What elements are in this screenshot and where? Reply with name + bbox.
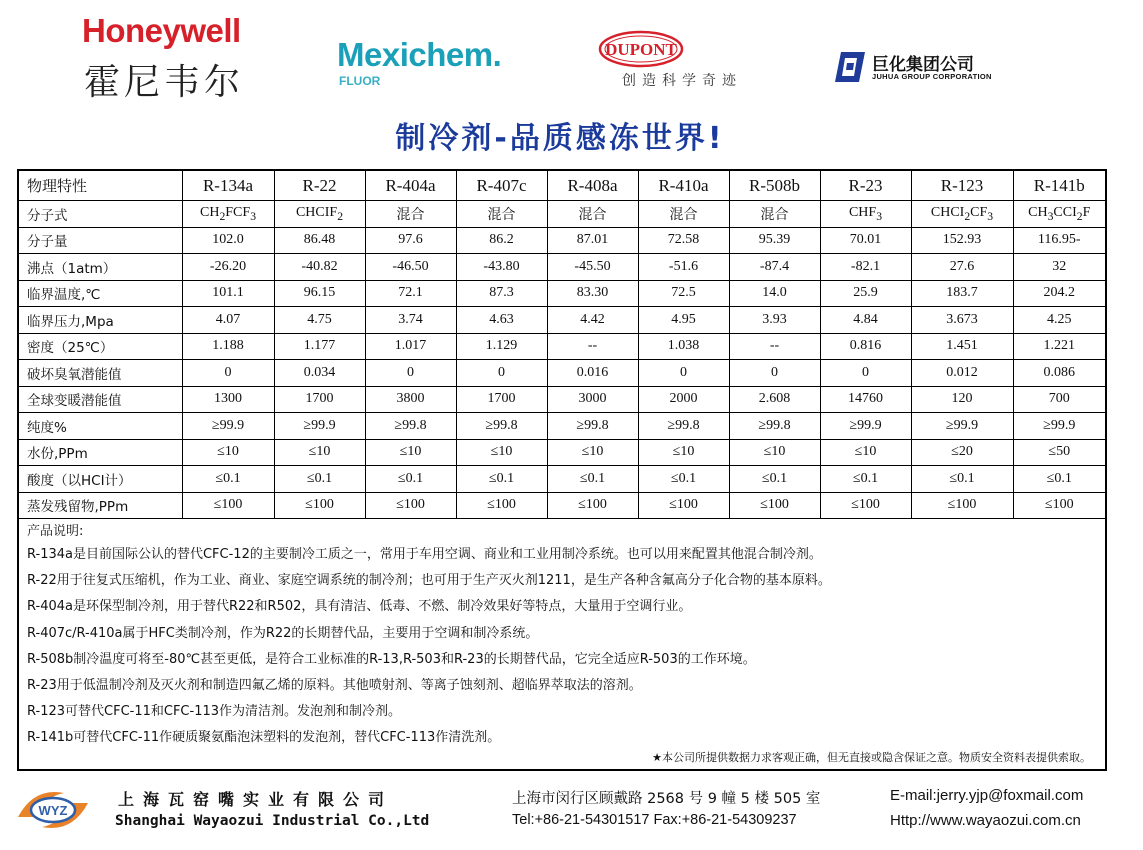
column-header: R-508b <box>729 171 820 201</box>
page-title: 制冷剂-品质感冻世界! <box>395 121 725 156</box>
table-cell: -43.80 <box>456 254 547 281</box>
table-cell: -46.50 <box>365 254 456 281</box>
table-cell: ≤100 <box>365 492 456 519</box>
table-cell: ≥99.8 <box>365 413 456 440</box>
table-cell: 1.451 <box>911 333 1013 360</box>
property-label: 水份,PPm <box>19 439 182 466</box>
table-cell: ≤10 <box>820 439 911 466</box>
table-cell: 0.016 <box>547 360 638 387</box>
table-cell: 2000 <box>638 386 729 413</box>
column-header: R-23 <box>820 171 911 201</box>
table-cell: ≤100 <box>820 492 911 519</box>
table-cell: $CHF_3$ <box>820 201 911 228</box>
table-cell: ≤0.1 <box>365 466 456 493</box>
juhua-chinese-name: 巨化集团公司 <box>872 55 974 75</box>
table-cell: ≤10 <box>274 439 365 466</box>
table-cell: ≤10 <box>365 439 456 466</box>
wyz-logo-text: WYZ <box>38 803 68 818</box>
table-cell: 72.1 <box>365 280 456 307</box>
property-label: 临界温度,℃ <box>19 280 182 307</box>
table-cell: 4.95 <box>638 307 729 334</box>
note-line: R-141b可替代CFC-11作硬质聚氨酯泡沫塑料的发泡剂，替代CFC-113作清洗剂。 <box>27 730 501 746</box>
table-header-row <box>19 171 1105 201</box>
table-cell: $CHCI_2CF_3$ <box>911 201 1013 228</box>
table-row <box>19 307 1105 334</box>
table-cell: 0 <box>365 360 456 387</box>
property-label: 分子量 <box>19 227 182 254</box>
column-header: 物理特性 <box>19 171 182 201</box>
column-header: R-141b <box>1013 171 1105 201</box>
table-cell: ≤100 <box>638 492 729 519</box>
table-row <box>19 386 1105 413</box>
table-cell: 3.74 <box>365 307 456 334</box>
juhua-english-name: JUHUA GROUP CORPORATION <box>872 72 992 81</box>
table-row <box>19 201 1105 228</box>
honeywell-logo: Honeywell <box>82 12 241 49</box>
table-cell: -82.1 <box>820 254 911 281</box>
table-row <box>19 360 1105 387</box>
note-line: R-22用于往复式压缩机，作为工业、商业、家庭空调系统的制冷剂；也可用于生产灭火剂1211，是生产各种含氟高分子化合物的基本原料。 <box>27 573 831 589</box>
table-cell: ≤10 <box>182 439 274 466</box>
table-cell: ≤10 <box>456 439 547 466</box>
table-row <box>19 439 1105 466</box>
table-cell: ≤20 <box>911 439 1013 466</box>
wyz-company-logo <box>14 783 92 837</box>
note-line: R-508b制冷温度可将至-80℃甚至更低，是符合工业标准的R-13,R-503和R-23的长期替代品，它完全适应R-503的工作环境。 <box>27 651 756 667</box>
product-notes <box>19 519 1105 752</box>
table-cell: $CHCIF_2$ <box>274 201 365 228</box>
table-cell: 0 <box>456 360 547 387</box>
table-cell: 3000 <box>547 386 638 413</box>
table-cell: ≤0.1 <box>456 466 547 493</box>
dupont-logo-text: DUPONT <box>605 40 677 59</box>
table-cell: 混合 <box>638 201 729 228</box>
column-header: R-134a <box>182 171 274 201</box>
table-cell: ≤0.1 <box>547 466 638 493</box>
table-cell: 1300 <box>182 386 274 413</box>
table-cell: -26.20 <box>182 254 274 281</box>
company-footer <box>0 775 1143 850</box>
table-cell: $CH_2FCF_3$ <box>182 201 274 228</box>
table-cell: ≥99.8 <box>729 413 820 440</box>
honeywell-chinese-name: 霍尼韦尔 <box>84 62 245 103</box>
table-cell: ≤100 <box>274 492 365 519</box>
column-header: R-123 <box>911 171 1013 201</box>
table-cell: ≤0.1 <box>820 466 911 493</box>
table-cell: 混合 <box>456 201 547 228</box>
table-cell: ≥99.8 <box>456 413 547 440</box>
brand-logo-row <box>0 0 1143 110</box>
table-cell: 0 <box>820 360 911 387</box>
table-cell: 1700 <box>274 386 365 413</box>
table-cell: ≥99.9 <box>911 413 1013 440</box>
table-cell: 72.5 <box>638 280 729 307</box>
table-cell: 700 <box>1013 386 1105 413</box>
table-cell: 83.30 <box>547 280 638 307</box>
table-cell: 1.177 <box>274 333 365 360</box>
table-cell: ≤0.1 <box>274 466 365 493</box>
spec-sheet-frame <box>17 169 1107 771</box>
note-line: R-123可替代CFC-11和CFC-113作为清洁剂。发泡剂和制冷剂。 <box>27 704 402 720</box>
table-cell: 183.7 <box>911 280 1013 307</box>
company-address: 上海市闵行区顾戴路 2568 号 9 幢 5 楼 505 室 <box>512 791 821 807</box>
property-label: 密度（25℃） <box>19 333 182 360</box>
table-cell: ≤100 <box>911 492 1013 519</box>
note-line: R-134a是目前国际公认的替代CFC-12的主要制冷工质之一，常用于车用空调、商业和工业用制冷系统。也可以用来配置其他混合制冷剂。 <box>27 547 822 562</box>
table-row <box>19 492 1105 519</box>
table-row <box>19 254 1105 281</box>
company-email[interactable]: E-mail:jerry.yjp@foxmail.com <box>890 787 1084 804</box>
table-cell: 1.038 <box>638 333 729 360</box>
table-body <box>19 171 1105 519</box>
company-name-english: Shanghai Wayaozui Industrial Co.,Ltd <box>115 813 430 829</box>
table-cell: ≥99.8 <box>638 413 729 440</box>
table-cell: 0 <box>182 360 274 387</box>
table-cell: 27.6 <box>911 254 1013 281</box>
note-line: R-23用于低温制冷剂及灭火剂和制造四氟乙烯的原料。其他喷射剂、等离子蚀刻剂、超临界萃取法的溶剂。 <box>27 677 642 693</box>
dupont-slogan: 创造科学奇迹 <box>622 73 742 89</box>
column-header: R-408a <box>547 171 638 201</box>
property-label: 纯度% <box>19 413 182 440</box>
property-label: 全球变暖潜能值 <box>19 386 182 413</box>
table-cell: 1.129 <box>456 333 547 360</box>
table-cell: -- <box>729 333 820 360</box>
mexichem-fluor-label: FLUOR <box>339 74 381 88</box>
table-cell: 1.221 <box>1013 333 1105 360</box>
table-cell: 0.034 <box>274 360 365 387</box>
table-cell: 4.25 <box>1013 307 1105 334</box>
table-cell: ≤100 <box>729 492 820 519</box>
table-cell: ≥99.8 <box>547 413 638 440</box>
table-cell: 14.0 <box>729 280 820 307</box>
table-cell: 0 <box>729 360 820 387</box>
table-cell: 3.93 <box>729 307 820 334</box>
table-cell: 混合 <box>365 201 456 228</box>
table-cell: 95.39 <box>729 227 820 254</box>
table-cell: 25.9 <box>820 280 911 307</box>
property-label: 蒸发残留物,PPm <box>19 492 182 519</box>
table-cell: 0.012 <box>911 360 1013 387</box>
table-cell: 101.1 <box>182 280 274 307</box>
table-cell: ≥99.9 <box>274 413 365 440</box>
table-cell: -51.6 <box>638 254 729 281</box>
table-cell: ≤10 <box>547 439 638 466</box>
table-cell: ≤100 <box>547 492 638 519</box>
table-cell: 0.086 <box>1013 360 1105 387</box>
table-cell: ≤100 <box>456 492 547 519</box>
table-cell: 3800 <box>365 386 456 413</box>
column-header: R-407c <box>456 171 547 201</box>
table-cell: 1.017 <box>365 333 456 360</box>
juhua-logo-mark <box>835 50 867 84</box>
table-cell: -87.4 <box>729 254 820 281</box>
table-cell: 116.95- <box>1013 227 1105 254</box>
table-cell: ≤0.1 <box>729 466 820 493</box>
table-cell: ≤100 <box>1013 492 1105 519</box>
table-row <box>19 333 1105 360</box>
table-cell: 120 <box>911 386 1013 413</box>
table-row <box>19 227 1105 254</box>
mexichem-logo: Mexichem. <box>337 36 502 73</box>
table-cell: 0.816 <box>820 333 911 360</box>
table-cell: 0 <box>638 360 729 387</box>
table-cell: ≤50 <box>1013 439 1105 466</box>
property-label: 酸度（以HCI计） <box>19 466 182 493</box>
table-cell: -40.82 <box>274 254 365 281</box>
table-cell: 1.188 <box>182 333 274 360</box>
dupont-oval-logo <box>598 30 684 68</box>
table-cell: 72.58 <box>638 227 729 254</box>
table-row <box>19 280 1105 307</box>
table-cell: ≤0.1 <box>638 466 729 493</box>
table-cell: 4.07 <box>182 307 274 334</box>
table-cell: 4.75 <box>274 307 365 334</box>
table-cell: ≤100 <box>182 492 274 519</box>
table-cell: ≥99.9 <box>182 413 274 440</box>
table-cell: ≤0.1 <box>911 466 1013 493</box>
table-cell: 1700 <box>456 386 547 413</box>
refrigerant-properties-table <box>19 171 1105 519</box>
table-cell: 152.93 <box>911 227 1013 254</box>
table-cell: 102.0 <box>182 227 274 254</box>
table-row <box>19 413 1105 440</box>
table-cell: ≥99.9 <box>820 413 911 440</box>
table-cell: ≥99.9 <box>1013 413 1105 440</box>
property-label: 沸点（1atm） <box>19 254 182 281</box>
table-cell: 4.63 <box>456 307 547 334</box>
company-phone-fax: Tel:+86-21-54301517 Fax:+86-21-54309237 <box>512 812 797 828</box>
table-cell: 70.01 <box>820 227 911 254</box>
table-cell: ≤0.1 <box>182 466 274 493</box>
table-cell: 87.3 <box>456 280 547 307</box>
table-cell: $CH_3CCI_2F$ <box>1013 201 1105 228</box>
column-header: R-410a <box>638 171 729 201</box>
table-cell: 97.6 <box>365 227 456 254</box>
table-cell: 14760 <box>820 386 911 413</box>
table-cell: 32 <box>1013 254 1105 281</box>
table-cell: 87.01 <box>547 227 638 254</box>
table-cell: 4.42 <box>547 307 638 334</box>
table-cell: ≤0.1 <box>1013 466 1105 493</box>
table-cell: -- <box>547 333 638 360</box>
property-label: 分子式 <box>19 201 182 228</box>
table-row <box>19 466 1105 493</box>
table-cell: -45.50 <box>547 254 638 281</box>
table-cell: 96.15 <box>274 280 365 307</box>
note-line: R-404a是环保型制冷剂，用于替代R22和R502，具有清洁、低毒、不燃、制冷效果好等特点，大量用于空调行业。 <box>27 599 692 615</box>
table-cell: 2.608 <box>729 386 820 413</box>
table-cell: ≤10 <box>729 439 820 466</box>
property-label: 破坏臭氧潜能值 <box>19 360 182 387</box>
table-cell: ≤10 <box>638 439 729 466</box>
table-cell: 混合 <box>729 201 820 228</box>
table-cell: 3.673 <box>911 307 1013 334</box>
notes-heading: 产品说明: <box>27 524 84 539</box>
disclaimer: ★本公司所提供数据力求客观正确，但无直接或隐含保证之意。物质安全资料表提供索取。 <box>652 751 1091 764</box>
table-cell: 204.2 <box>1013 280 1105 307</box>
table-cell: 4.84 <box>820 307 911 334</box>
column-header: R-404a <box>365 171 456 201</box>
table-cell: 混合 <box>547 201 638 228</box>
note-line: R-407c/R-410a属于HFC类制冷剂，作为R22的长期替代品，主要用于空调和制冷系统。 <box>27 625 539 641</box>
table-cell: 86.2 <box>456 227 547 254</box>
company-name-chinese: 上海瓦窑嘴实业有限公司 <box>118 790 394 809</box>
column-header: R-22 <box>274 171 365 201</box>
table-cell: 86.48 <box>274 227 365 254</box>
property-label: 临界压力,Mpa <box>19 307 182 334</box>
company-website[interactable]: Http://www.wayaozui.com.cn <box>890 812 1081 829</box>
